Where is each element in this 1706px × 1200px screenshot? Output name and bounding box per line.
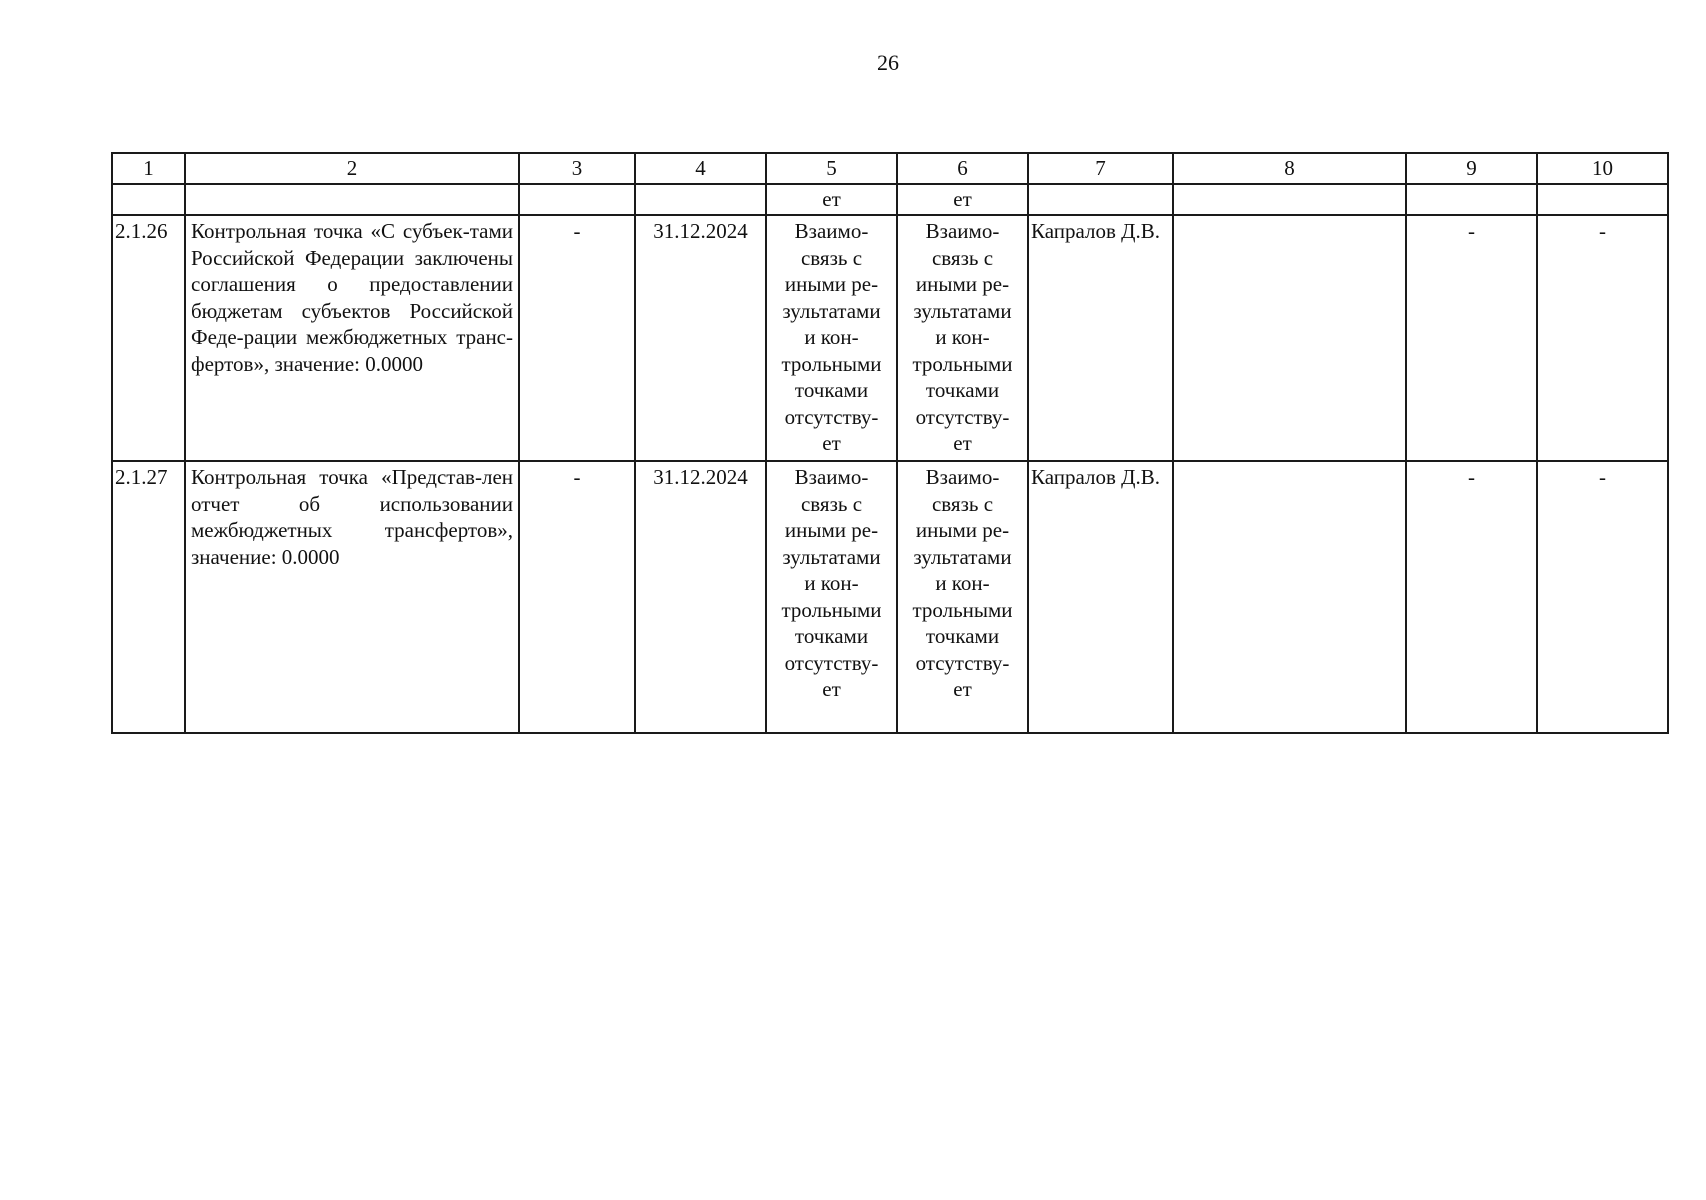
table-cell <box>112 184 185 215</box>
deadline-date: 31.12.2024 <box>635 215 766 461</box>
column-header: 10 <box>1537 153 1668 184</box>
column-header: 1 <box>112 153 185 184</box>
relationship-cell: Взаимо- связь с иными ре- зультатами и кон- трольными точками отсутству- ет <box>897 215 1028 461</box>
column-header: 2 <box>185 153 519 184</box>
table-row <box>112 215 1668 461</box>
table-cell: - <box>519 215 635 461</box>
column-number-row <box>112 153 1668 184</box>
table-cell <box>519 184 635 215</box>
table-cell <box>1537 184 1668 215</box>
control-point-description: Контрольная точка «Представ-лен отчет об использовании межбюджетных трансфертов», значение: 0.0000 <box>185 461 519 733</box>
table-cell <box>185 184 519 215</box>
table-cell: ет <box>897 184 1028 215</box>
column-header: 4 <box>635 153 766 184</box>
column-header: 5 <box>766 153 897 184</box>
responsible-person: Капралов Д.В. <box>1028 215 1173 461</box>
deadline-date: 31.12.2024 <box>635 461 766 733</box>
relationship-cell: Взаимо- связь с иными ре- зультатами и кон- трольными точками отсутству- ет <box>766 215 897 461</box>
column-header: 3 <box>519 153 635 184</box>
table-cell: - <box>519 461 635 733</box>
column-header: 6 <box>897 153 1028 184</box>
table-cell <box>1173 461 1406 733</box>
table-cell: - <box>1537 461 1668 733</box>
column-header: 8 <box>1173 153 1406 184</box>
table-cell: - <box>1406 215 1537 461</box>
table-cell <box>1173 184 1406 215</box>
table-cell <box>1173 215 1406 461</box>
table-cell <box>1028 184 1173 215</box>
row-number: 2.1.26 <box>112 215 185 461</box>
continuation-row <box>112 184 1668 215</box>
column-header: 7 <box>1028 153 1173 184</box>
relationship-cell: Взаимо- связь с иными ре- зультатами и кон- трольными точками отсутству- ет <box>897 461 1028 733</box>
relationship-cell: Взаимо- связь с иными ре- зультатами и кон- трольными точками отсутству- ет <box>766 461 897 733</box>
table-cell <box>635 184 766 215</box>
control-point-description: Контрольная точка «С субъек-тами Российской Федерации заключены соглашения о предоставлении бюджетам субъектов Российской Феде-рации межбюджетных транс-фертов», значение: 0.0000 <box>185 215 519 461</box>
row-number: 2.1.27 <box>112 461 185 733</box>
page-number: 26 <box>877 50 899 75</box>
table-cell: - <box>1406 461 1537 733</box>
table-cell: - <box>1537 215 1668 461</box>
table-cell <box>1406 184 1537 215</box>
column-header: 9 <box>1406 153 1537 184</box>
table-row <box>112 461 1668 733</box>
control-points-table <box>111 152 1669 734</box>
responsible-person: Капралов Д.В. <box>1028 461 1173 733</box>
table-cell: ет <box>766 184 897 215</box>
